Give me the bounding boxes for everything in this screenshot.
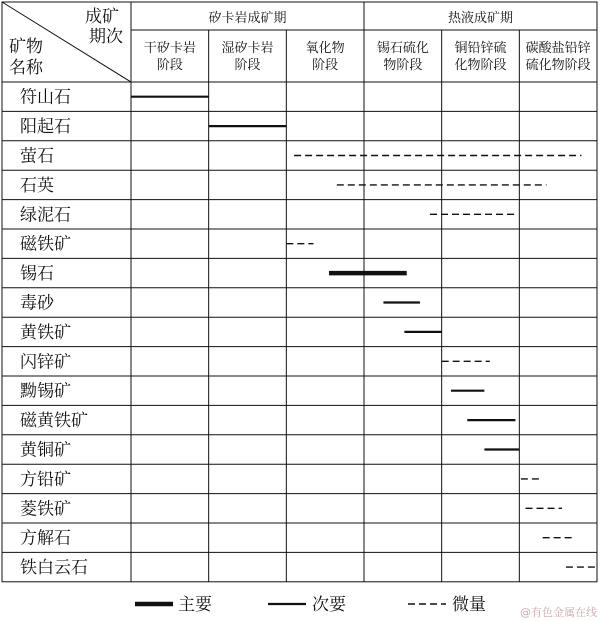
mineral-rows — [20, 88, 88, 578]
mineral-name: 磁黄铁矿 — [20, 411, 88, 432]
corner-period-label: 期次 — [89, 27, 123, 47]
stage-label: 阶段 — [156, 58, 183, 73]
mineral-name: 方解石 — [20, 528, 71, 549]
stage-label: 阶段 — [234, 58, 261, 73]
mineral-name: 磁铁矿 — [20, 234, 71, 255]
stage-label: 物阶段 — [383, 58, 423, 73]
corner-period-label: 成矿 — [85, 7, 119, 27]
mineral-name: 菱铁矿 — [20, 499, 71, 520]
watermark: @有色金属在线 — [520, 606, 597, 619]
period-label: 矽卡岩成矿期 — [208, 11, 287, 26]
mineral-name: 阳起石 — [20, 117, 71, 138]
mineral-name: 毒砂 — [20, 293, 54, 314]
stage-label: 硫化物阶段 — [525, 58, 591, 73]
mineral-name: 符山石 — [20, 87, 71, 108]
mineral-name: 锡石 — [20, 264, 54, 285]
legend-label-trace: 微量 — [452, 595, 486, 615]
mineral-name: 黝锡矿 — [20, 381, 71, 402]
period-label: 热液成矿期 — [447, 11, 514, 26]
mineral-name: 石英 — [20, 175, 54, 196]
mineral-name: 绿泥石 — [20, 205, 71, 226]
mineral-name: 铁白云石 — [20, 558, 88, 579]
table-header — [9, 7, 591, 78]
stage-label: 氧化物 — [305, 41, 345, 56]
mineral-name: 黄铁矿 — [20, 322, 71, 343]
legend — [135, 595, 486, 615]
mineral-name: 方铅矿 — [20, 469, 71, 490]
mineral-name: 黄铜矿 — [20, 440, 71, 461]
stage-label: 阶段 — [312, 58, 339, 73]
mineral-name: 萤石 — [20, 146, 54, 167]
table-grid — [2, 2, 597, 582]
corner-mineral-label: 矿物 — [9, 37, 43, 57]
stage-label: 锡石硫化 — [376, 41, 429, 56]
legend-label-main: 主要 — [178, 595, 212, 615]
mineral-name: 闪锌矿 — [20, 352, 71, 373]
legend-label-secondary: 次要 — [312, 595, 346, 615]
stage-label: 铜铅锌硫 — [454, 41, 507, 56]
corner-mineral-label: 名称 — [9, 58, 43, 78]
stage-label: 干矽卡岩 — [143, 41, 196, 56]
stage-label: 湿矽卡岩 — [221, 41, 274, 56]
stage-label: 碳酸盐铅锌 — [525, 41, 591, 56]
stage-label: 化物阶段 — [454, 58, 507, 73]
table-border — [2, 2, 597, 582]
